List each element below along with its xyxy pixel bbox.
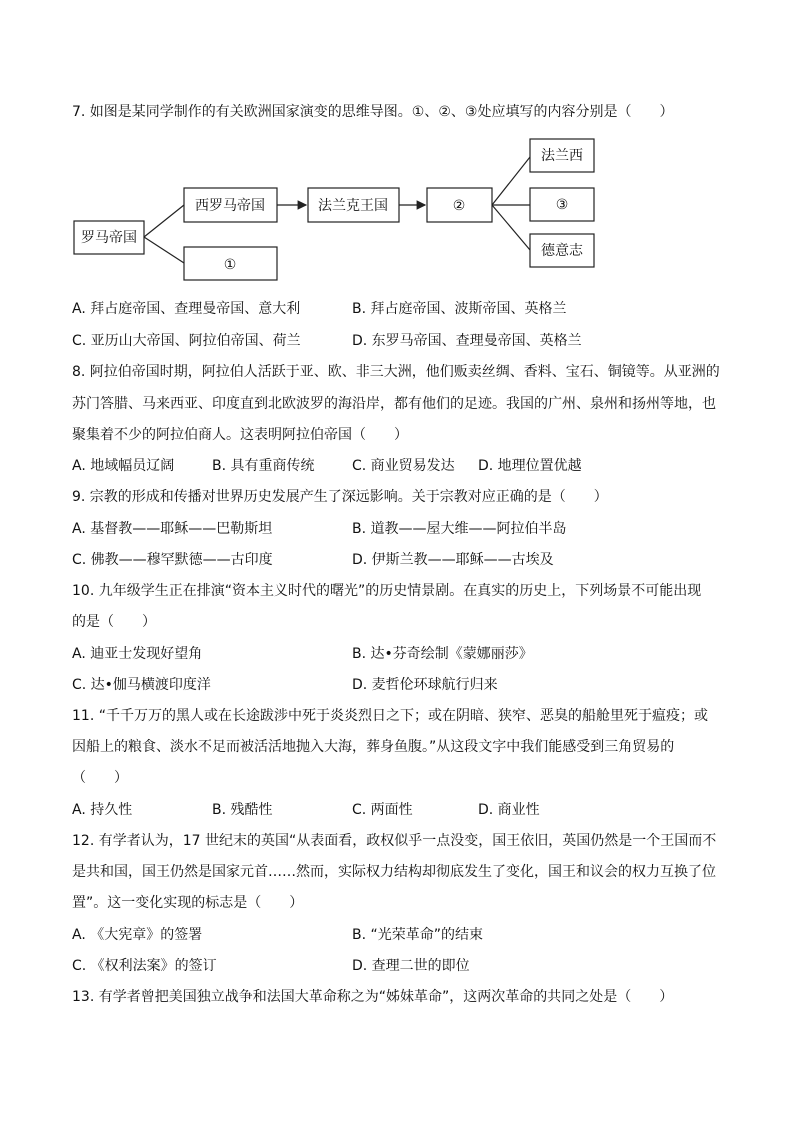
q8-option-a: A. 地域幅员辽阔 bbox=[72, 458, 175, 474]
box-blank2-label: ② bbox=[452, 198, 466, 214]
q8-stem-line1: 8. 阿拉伯帝国时期，阿拉伯人活跃于亚、欧、非三大洲，他们贩卖丝绸、香料、宝石、铜镜等。从亚洲的 bbox=[72, 364, 720, 380]
box-germany-label: 德意志 bbox=[541, 243, 583, 259]
q9-option-b: B. 道教——屋大维——阿拉伯半岛 bbox=[352, 521, 567, 537]
q12-option-d: D. 查理二世的即位 bbox=[352, 958, 470, 974]
q7-option-c: C. 亚历山大帝国、阿拉伯帝国、荷兰 bbox=[72, 333, 301, 349]
connector-blank2-germany bbox=[492, 205, 530, 250]
q12-stem-line1: 12. 有学者认为，17 世纪末的英国“从表面看，政权似乎一点没变，国王依旧，英国仍然是一个王国而不 bbox=[72, 833, 717, 849]
q12-option-c: C. 《权利法案》的签订 bbox=[72, 958, 217, 974]
box-blank1-label: ① bbox=[223, 257, 237, 273]
q11-stem-line1: 11. “千千万万的黑人或在长途跋涉中死于炎炎烈日之下；或在阴暗、狭窄、恶臭的船舱里死于瘟疫；或 bbox=[72, 708, 708, 724]
q8-stem-line2: 苏门答腊、马来西亚、印度直到北欧波罗的海沿岸，都有他们的足迹。我国的广州、泉州和扬州等地，也 bbox=[72, 396, 716, 412]
q9-stem: 9. 宗教的形成和传播对世界历史发展产生了深远影响。关于宗教对应正确的是（ ） bbox=[72, 489, 608, 505]
q7-option-b: B. 拜占庭帝国、波斯帝国、英格兰 bbox=[352, 301, 567, 317]
q8-option-d: D. 地理位置优越 bbox=[478, 458, 582, 474]
box-west-label: 西罗马帝国 bbox=[195, 198, 265, 214]
q8-option-b: B. 具有重商传统 bbox=[212, 458, 315, 474]
q11-option-d: D. 商业性 bbox=[478, 802, 540, 818]
q10-option-b: B. 达•芬奇绘制《蒙娜丽莎》 bbox=[352, 646, 533, 662]
q10-option-d: D. 麦哲伦环球航行归来 bbox=[352, 677, 498, 693]
connector-blank2-france bbox=[492, 157, 530, 205]
q8-stem-line3: 聚集着不少的阿拉伯商人。这表明阿拉伯帝国（ ） bbox=[72, 427, 408, 443]
mind-map-diagram bbox=[72, 135, 612, 285]
q10-option-c: C. 达•伽马横渡印度洋 bbox=[72, 677, 211, 693]
box-blank3-label: ③ bbox=[555, 197, 569, 213]
q10-option-a: A. 迪亚士发现好望角 bbox=[72, 646, 203, 662]
q10-stem-line1: 10. 九年级学生正在排演“资本主义时代的曙光”的历史情景剧。在真实的历史上，下列场景不可能出现 bbox=[72, 583, 702, 599]
q12-stem-line3: 置”。这一变化实现的标志是（ ） bbox=[72, 895, 304, 911]
q11-stem-line2: 因船上的粮食、淡水不足而被活活地抛入大海，葬身鱼腹。”从这段文字中我们能感受到三角贸易的 bbox=[72, 739, 675, 755]
q12-option-a: A. 《大宪章》的签署 bbox=[72, 927, 203, 943]
connector-root-west bbox=[144, 205, 184, 237]
q9-option-d: D. 伊斯兰教——耶稣——古埃及 bbox=[352, 552, 554, 568]
q11-option-a: A. 持久性 bbox=[72, 802, 133, 818]
q7-stem: 7. 如图是某同学制作的有关欧洲国家演变的思维导图。①、②、③处应填写的内容分别是（ ） bbox=[72, 104, 674, 120]
q11-option-c: C. 两面性 bbox=[352, 802, 413, 818]
q7-option-d: D. 东罗马帝国、查理曼帝国、英格兰 bbox=[352, 333, 582, 349]
box-frank-label: 法兰克王国 bbox=[318, 198, 388, 214]
q12-option-b: B. “光荣革命”的结束 bbox=[352, 927, 484, 943]
q12-stem-line2: 是共和国，国王仍然是国家元首……然而，实际权力结构却彻底发生了变化，国王和议会的权力互换了位 bbox=[72, 864, 716, 880]
q11-stem-line3: （ ） bbox=[72, 770, 128, 786]
connector-root-blank1 bbox=[144, 237, 184, 263]
q13-stem: 13. 有学者曾把美国独立战争和法国大革命称之为“姊妹革命”，这两次革命的共同之处是（ ） bbox=[72, 989, 674, 1005]
q7-option-a: A. 拜占庭帝国、查理曼帝国、意大利 bbox=[72, 301, 301, 317]
box-france-label: 法兰西 bbox=[541, 148, 583, 164]
q8-option-c: C. 商业贸易发达 bbox=[352, 458, 455, 474]
q10-stem-line2: 的是（ ） bbox=[72, 614, 156, 630]
box-root-label: 罗马帝国 bbox=[81, 230, 137, 246]
q11-option-b: B. 残酷性 bbox=[212, 802, 273, 818]
q9-option-a: A. 基督教——耶稣——巴勒斯坦 bbox=[72, 521, 273, 537]
q9-option-c: C. 佛教——穆罕默德——古印度 bbox=[72, 552, 273, 568]
